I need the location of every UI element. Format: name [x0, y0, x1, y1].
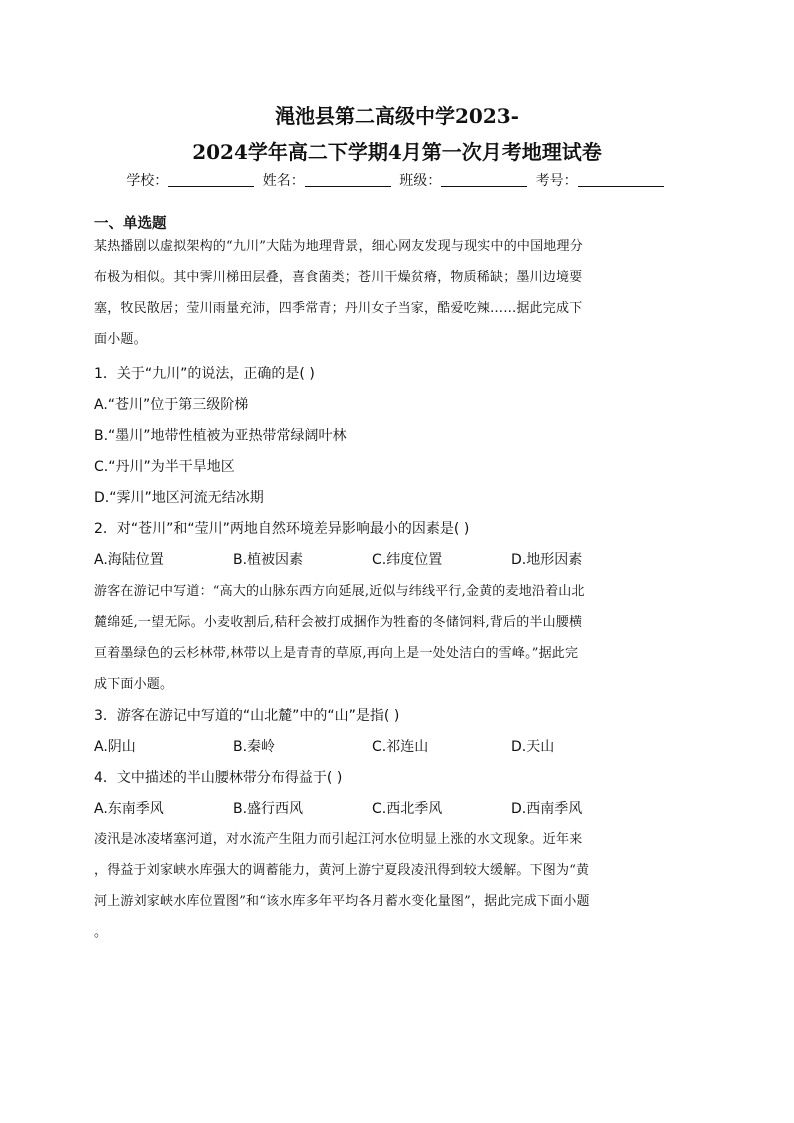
question-3-option-d[interactable]: D.天山 [511, 739, 555, 755]
passage1-line: 面小题。 [94, 332, 147, 347]
question-1-option-b[interactable]: B.“墨川”地带性植被为亚热带常绿阔叶林 [94, 428, 347, 444]
class-label: 班级： [399, 173, 442, 189]
question-4-option-b[interactable]: B.盛行西风 [233, 801, 304, 817]
question-3-option-c[interactable]: C.祁连山 [372, 739, 429, 755]
question-2-option-d[interactable]: D.地形因素 [511, 552, 583, 568]
question-4-option-c[interactable]: C.西北季风 [372, 801, 443, 817]
question-2-option-c[interactable]: C.纬度位置 [372, 552, 443, 568]
name-label: 姓名： [262, 173, 305, 189]
question-3-option-a[interactable]: A.阴山 [94, 739, 136, 755]
question-4-option-d[interactable]: D.西南季风 [511, 801, 583, 817]
exam-title-line1: 渑池县第二高级中学2023- [275, 104, 519, 128]
question-1-option-c[interactable]: C.“丹川”为半干旱地区 [94, 459, 235, 475]
exam-title-line2: 2024学年高二下学期4月第一次月考地理试卷 [192, 140, 602, 164]
school-label: 学校： [126, 173, 169, 189]
question-4-stem: 4．文中描述的半山腰林带分布得益于( ) [94, 770, 343, 786]
passage3-line: 凌汛是冰凌堵塞河道，对水流产生阻力而引起江河水位明显上涨的水文现象。近年来 [94, 832, 583, 847]
passage2-line: 麓绵延,一望无际。小麦收割后,秸秆会被打成捆作为牲畜的冬储饲料,背后的半山腰横 [94, 615, 583, 630]
question-2-option-b[interactable]: B.植被因素 [233, 552, 304, 568]
passage1-line: 某热播剧以虚拟架构的“九川”大陆为地理背景，细心网友发现与现实中的中国地理分 [94, 239, 583, 254]
section-title: 一、单选题 [94, 216, 167, 232]
question-2-stem: 2．对“苍川”和“莹川”两地自然环境差异影响最小的因素是( ) [94, 521, 470, 537]
class-blank[interactable] [441, 172, 527, 187]
passage1-line: 布极为相似。其中霁川梯田层叠，喜食菌类；苍川干燥贫瘠，物质稀缺；墨川边境要 [94, 270, 583, 285]
question-4-option-a[interactable]: A.东南季风 [94, 801, 164, 817]
passage3-line: ，得益于刘家峡水库强大的调蓄能力，黄河上游宁夏段凌汛得到较大缓解。下图为“黄 [94, 863, 590, 878]
passage1-line: 塞，牧民散居；莹川雨量充沛，四季常青；丹川女子当家，酷爱吃辣……据此完成下 [94, 301, 583, 316]
student-info-row [0, 170, 794, 192]
passage2-line: 成下面小题。 [94, 677, 174, 692]
question-2-option-a[interactable]: A.海陆位置 [94, 552, 164, 568]
passage2-line: 游客在游记中写道：“高大的山脉东西方向延展,近似与纬线平行,金黄的麦地沿着山北 [94, 584, 585, 599]
question-1-option-a[interactable]: A.“苍川”位于第三级阶梯 [94, 397, 249, 413]
question-1-stem: 1．关于“九川”的说法，正确的是( ) [94, 366, 315, 382]
exam-number-blank[interactable] [578, 172, 664, 187]
passage2-line: 亘着墨绿色的云杉林带,林带以上是青青的草原,再向上是一处处洁白的雪峰。”据此完 [94, 646, 579, 661]
question-1-option-d[interactable]: D.“霁川”地区河流无结冰期 [94, 490, 264, 506]
name-blank[interactable] [305, 172, 391, 187]
passage3-line: 河上游刘家峡水库位置图”和“该水库多年平均各月蓄水变化量图”，据此完成下面小题 [94, 894, 590, 909]
school-blank[interactable] [168, 172, 254, 187]
question-3-stem: 3．游客在游记中写道的“山北麓”中的“山”是指( ) [94, 708, 400, 724]
passage3-line: 。 [94, 925, 108, 940]
exam-number-label: 考号： [535, 173, 578, 189]
question-3-option-b[interactable]: B.秦岭 [233, 739, 276, 755]
